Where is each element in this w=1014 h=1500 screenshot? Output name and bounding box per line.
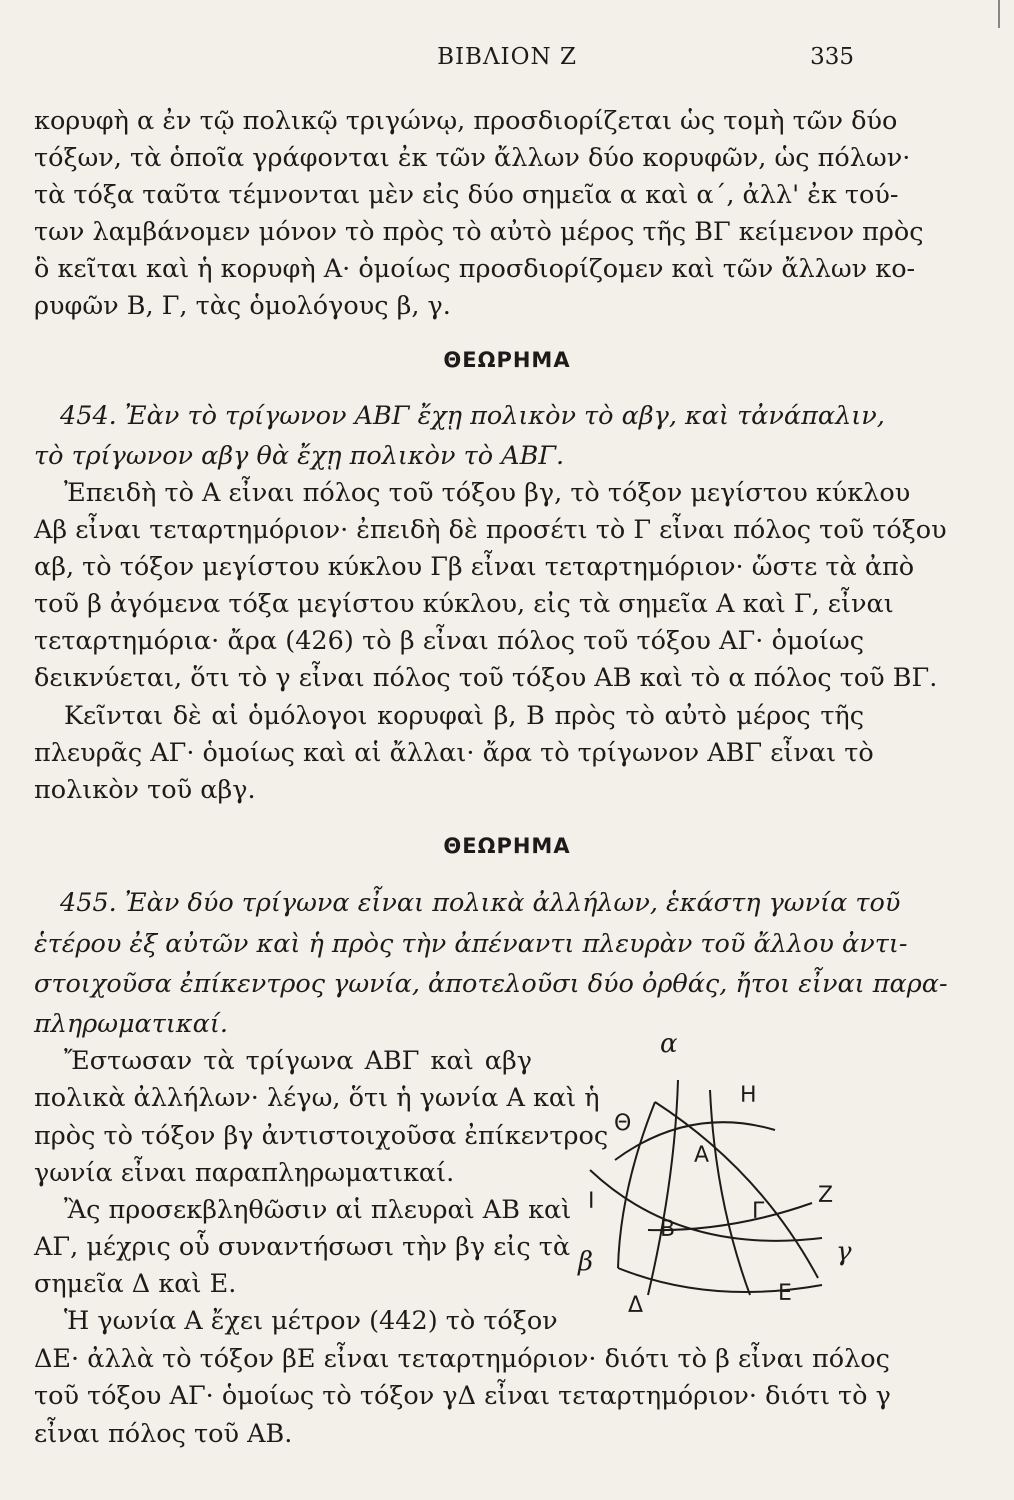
theorem-statement: τὸ τρίγωνον αβγ θὰ ἔχῃ πολικὸν τὸ ΑΒΓ.	[34, 441, 565, 471]
label-I: Ι	[588, 1189, 595, 1214]
proof-line: ΔΕ· ἀλλὰ τὸ τόξον βΕ εἶναι τεταρτημόριον· διότι τὸ β εἶναι πόλος	[34, 1344, 890, 1374]
label-alpha: α	[660, 1029, 678, 1059]
theorem-heading: ΘΕΩΡΗΜΑ	[443, 348, 571, 372]
proof-line: τοῦ β ἀγόμενα τόξα μεγίστου κύκλου, εἰς τὰ σημεῖα Α καὶ Γ, εἶναι	[34, 589, 894, 619]
proof-line: Ἐπειδὴ τὸ Α εἶναι πόλος τοῦ τόξου βγ, τὸ τόξον μεγίστου κύκλου	[64, 478, 911, 508]
text-line: ὃ κεῖται καὶ ἡ κορυφὴ Α· ὁμοίως προσδιορίζομεν καὶ τῶν ἄλλων κο-	[34, 254, 916, 284]
text-line: κορυφὴ α ἐν τῷ πολικῷ τριγώνῳ, προσδιορίζεται ὡς τομὴ τῶν δύο	[34, 106, 898, 136]
theorem-statement: στοιχοῦσα ἐπίκεντρος γωνία, ἀποτελοῦσι δύο ὀρθάς, ἤτοι εἶναι παρα-	[34, 969, 948, 999]
theorem-statement: ἑτέρου ἐξ αὐτῶν καὶ ἡ πρὸς τὴν ἀπέναντι πλευρὰν τοῦ ἄλλου ἀντι-	[34, 929, 908, 959]
text-line: των λαμβάνομεν μόνον τὸ πρὸς τὸ αὐτὸ μέρος τῆς ΒΓ κείμενον πρὸς	[34, 217, 924, 247]
theorem-statement: 455. Ἐὰν δύο τρίγωνα εἶναι πολικὰ ἀλλήλων, ἑκάστη γωνία τοῦ	[60, 888, 901, 918]
proof-line: τεταρτημόρια· ἄρα (426) τὸ β εἶναι πόλος τοῦ τόξου ΑΓ· ὁμοίως	[34, 626, 864, 656]
proof-line: ΑΓ, μέχρις οὗ συναντήσωσι τὴν βγ εἰς τὰ	[34, 1232, 571, 1262]
label-Delta: Δ	[628, 1293, 644, 1318]
arc-side-AB	[648, 1080, 678, 1295]
running-title: ΒΙΒΛΙΟΝ Ζ	[437, 44, 577, 70]
scan-edge-mark	[998, 0, 1000, 28]
proof-line: εἶναι πόλος τοῦ ΑΒ.	[34, 1419, 293, 1449]
proof-line: πολικὸν τοῦ αβγ.	[34, 775, 256, 805]
page-number: 335	[810, 44, 854, 70]
theorem-statement: πληρωματικαί.	[34, 1009, 228, 1039]
label-E: Ε	[778, 1281, 792, 1306]
label-theta: Θ	[614, 1111, 632, 1136]
label-Z: Ζ	[818, 1183, 834, 1208]
arc-side-AG	[710, 1090, 750, 1295]
text-line: τὰ τόξα ταῦτα τέμνονται μὲν εἰς δύο σημεῖα α καὶ α΄, ἀλλ' ἐκ τού-	[34, 180, 899, 210]
proof-line: πολικὰ ἀλλήλων· λέγω, ὅτι ἡ γωνία Α καὶ ἡ	[34, 1083, 600, 1113]
label-beta: β	[578, 1247, 594, 1277]
label-H: Η	[740, 1083, 757, 1108]
label-B: Β	[660, 1217, 676, 1242]
proof-line: πρὸς τὸ τόξον βγ ἀντιστοιχοῦσα ἐπίκεντρος	[34, 1121, 609, 1151]
proof-line: γωνία εἶναι παραπληρωματικαί.	[34, 1158, 455, 1188]
running-header	[0, 44, 1014, 80]
polar-triangles-figure	[560, 1020, 860, 1320]
theorem-heading: ΘΕΩΡΗΜΑ	[443, 834, 571, 858]
proof-line: Ἂς προσεκβληθῶσιν αἱ πλευραὶ ΑΒ καὶ	[64, 1195, 572, 1225]
proof-line: πλευρᾶς ΑΓ· ὁμοίως καὶ αἱ ἄλλαι· ἄρα τὸ τρίγωνον ΑΒΓ εἶναι τὸ	[34, 738, 874, 768]
proof-line: αβ, τὸ τόξον μεγίστου κύκλου Γβ εἶναι τεταρτημόριον· ὥστε τὰ ἀπὸ	[34, 552, 915, 582]
proof-line: Αβ εἶναι τεταρτημόριον· ἐπειδὴ δὲ προσέτι τὸ Γ εἶναι πόλος τοῦ τόξου	[34, 515, 947, 545]
label-gamma: γ	[836, 1237, 852, 1267]
label-A: Α	[694, 1143, 710, 1168]
proof-line: Ἡ γωνία Α ἔχει μέτρον (442) τὸ τόξον	[64, 1306, 558, 1336]
text-line: τόξων, τὰ ὁποῖα γράφονται ἐκ τῶν ἄλλων δύο κορυφῶν, ὡς πόλων·	[34, 143, 911, 173]
proof-line: σημεῖα Δ καὶ Ε.	[34, 1269, 237, 1299]
proof-line: δεικνύεται, ὅτι τὸ γ εἶναι πόλος τοῦ τόξου ΑΒ καὶ τὸ α πόλος τοῦ ΒΓ.	[34, 663, 938, 693]
text-line: ρυφῶν Β, Γ, τὰς ὁμολόγους β, γ.	[34, 291, 451, 321]
proof-line: Ἔστωσαν τὰ τρίγωνα ΑΒΓ καὶ αβγ	[64, 1046, 532, 1076]
theorem-statement: 454. Ἐὰν τὸ τρίγωνον ΑΒΓ ἔχῃ πολικὸν τὸ αβγ, καὶ τἀνάπαλιν,	[60, 401, 885, 431]
label-Gamma: Γ	[752, 1199, 765, 1224]
proof-line: τοῦ τόξου ΑΓ· ὁμοίως τὸ τόξον γΔ εἶναι τεταρτημόριον· διότι τὸ γ	[34, 1381, 891, 1411]
proof-line: Κεῖνται δὲ αἱ ὁμόλογοι κορυφαὶ β, Β πρὸς τὸ αὐτὸ μέρος τῆς	[64, 701, 864, 731]
figure-svg	[560, 1020, 860, 1320]
